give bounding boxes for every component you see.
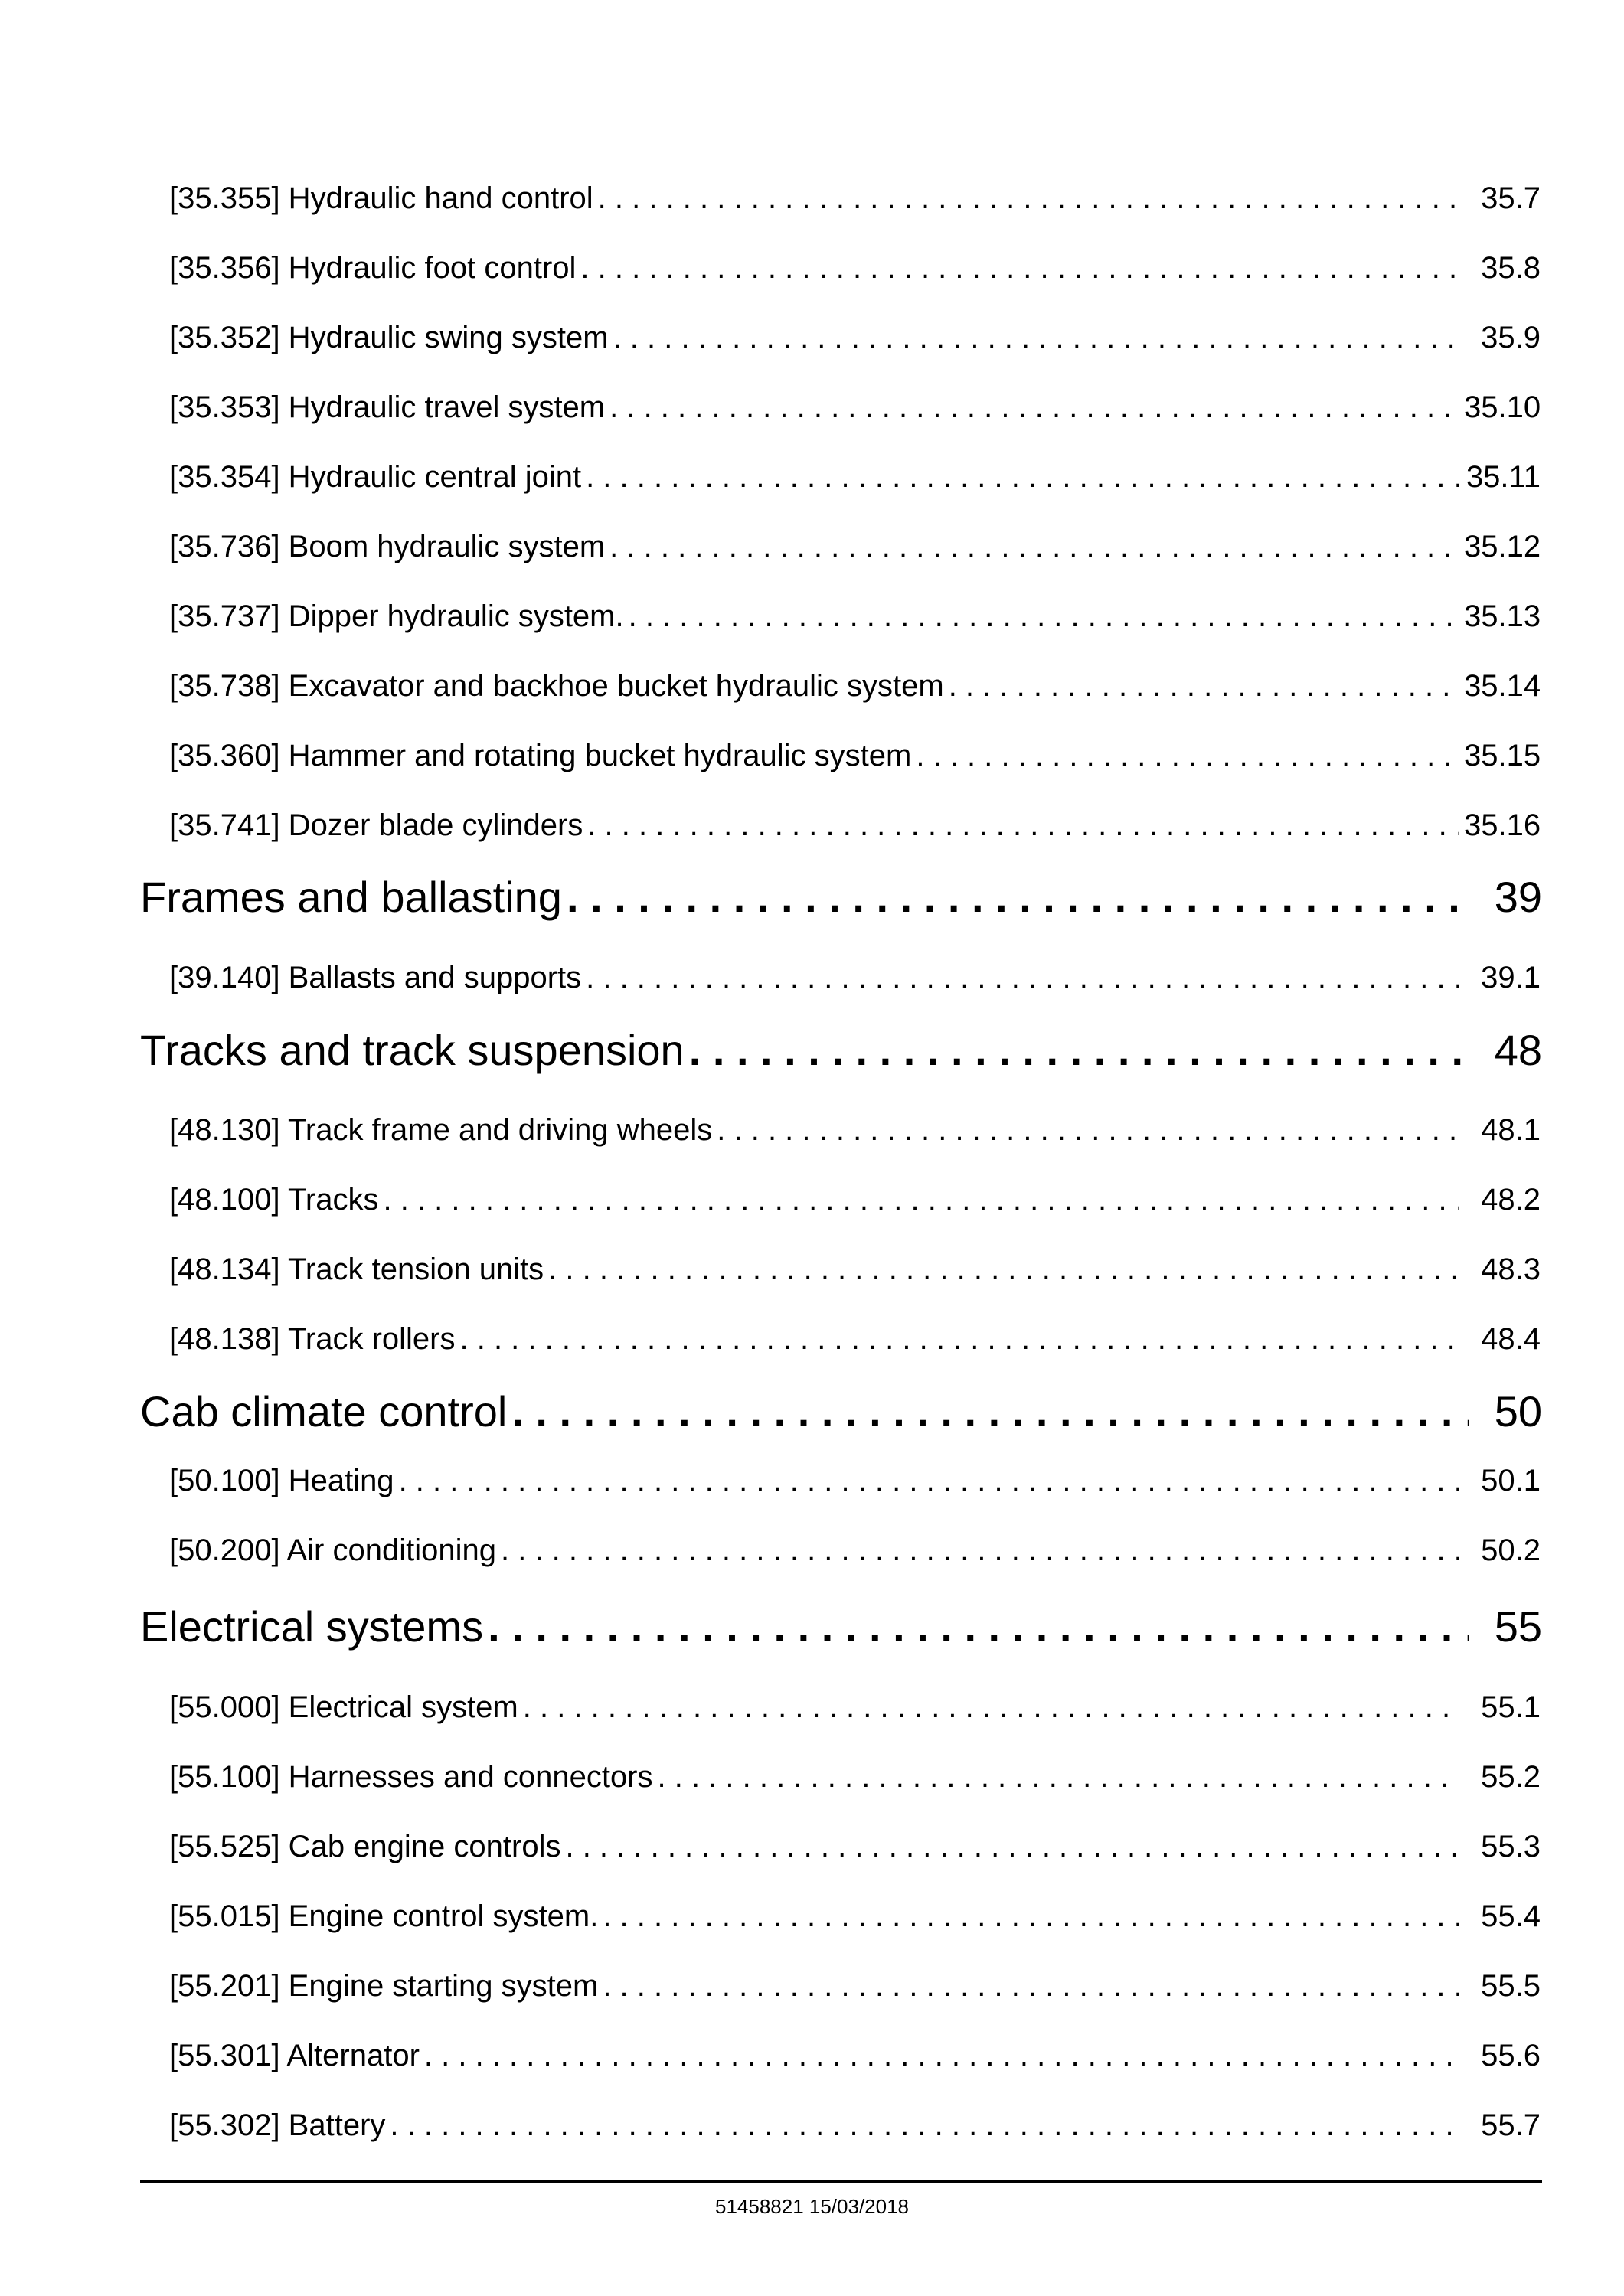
toc-entry-page: 35.8 (1481, 251, 1541, 285)
toc-entry-title: [35.354] Hydraulic central joint (169, 460, 582, 494)
toc-entry[interactable] (169, 1177, 1541, 1223)
toc-entry[interactable] (169, 2102, 1541, 2148)
toc-section[interactable] (140, 1020, 1542, 1081)
toc-entry-title: [55.201] Engine starting system (169, 1969, 599, 2003)
toc-section-title: Cab climate control (140, 1387, 508, 1435)
toc-entry-page: 55.5 (1481, 1969, 1541, 2003)
toc-entry-title: [39.140] Ballasts and supports (169, 961, 582, 994)
toc-entry[interactable] (169, 1316, 1541, 1362)
toc-entry[interactable] (169, 175, 1541, 221)
dot-leader (658, 1754, 1459, 1800)
toc-entry-page: 48.1 (1481, 1113, 1541, 1147)
toc-entry-page: 55.4 (1481, 1899, 1541, 1933)
toc-entry[interactable] (169, 663, 1541, 709)
toc-entry-title: [55.100] Harnesses and connectors (169, 1760, 653, 1794)
toc-entry-page: 55.3 (1481, 1830, 1541, 1863)
toc-entry-page: 50.2 (1481, 1533, 1541, 1567)
toc-section-title: Tracks and track suspension (140, 1026, 685, 1074)
toc-entry-title: [48.130] Track frame and driving wheels (169, 1113, 713, 1147)
toc-entry-title: [35.737] Dipper hydraulic system. (169, 599, 624, 633)
toc-entry[interactable] (169, 1824, 1541, 1870)
toc-entry-title: [55.525] Cab engine controls (169, 1830, 561, 1863)
toc-entry[interactable] (169, 1963, 1541, 2009)
dot-leader (399, 1458, 1459, 1504)
toc-entry-title: [50.100] Heating (169, 1464, 394, 1497)
toc-entry[interactable] (169, 1527, 1541, 1573)
toc-entry[interactable] (169, 733, 1541, 779)
dot-leader (565, 1824, 1459, 1870)
toc-entry-title: [35.360] Hammer and rotating bucket hydraulic system (169, 739, 912, 772)
dot-leader (586, 454, 1459, 500)
dot-leader (501, 1527, 1459, 1573)
toc-entry-page: 39.1 (1481, 961, 1541, 994)
dot-leader (609, 524, 1459, 570)
dot-leader (949, 663, 1459, 709)
toc-entry[interactable] (169, 1893, 1541, 1939)
toc-entry-page: 50.1 (1481, 1464, 1541, 1497)
toc-entry[interactable] (169, 1246, 1541, 1292)
toc-entry-title: [35.355] Hydraulic hand control (169, 181, 593, 215)
toc-entry[interactable] (169, 955, 1541, 1001)
toc-entry-page: 35.7 (1481, 181, 1541, 215)
toc-entry-page: 48.4 (1481, 1322, 1541, 1356)
toc-section[interactable] (140, 1596, 1542, 1657)
toc-entry-page: 55.1 (1481, 1690, 1541, 1724)
toc-entry[interactable] (169, 1458, 1541, 1504)
dot-leader (587, 802, 1459, 848)
toc-entry[interactable] (169, 245, 1541, 291)
toc-entry[interactable] (169, 384, 1541, 430)
toc-entry[interactable] (169, 454, 1541, 500)
toc-entry-page: 55.6 (1481, 2039, 1541, 2072)
dot-leader (460, 1316, 1460, 1362)
toc-entry[interactable] (169, 524, 1541, 570)
toc-entry-page: 35.12 (1464, 530, 1541, 563)
toc-entry-page: 48.2 (1481, 1183, 1541, 1217)
toc-entry-page: 35.11 (1466, 460, 1541, 494)
dot-leader (567, 867, 1469, 928)
toc-entry-title: [50.200] Air conditioning (169, 1533, 496, 1567)
dot-leader (717, 1107, 1459, 1153)
toc-entry-title: [55.301] Alternator (169, 2039, 420, 2072)
toc-entry-title: [35.738] Excavator and backhoe bucket hydraulic system (169, 669, 944, 703)
toc-entry[interactable] (169, 802, 1541, 848)
toc-entry-title: [48.100] Tracks (169, 1183, 379, 1217)
toc-entry-page: 48.3 (1481, 1253, 1541, 1286)
dot-leader (613, 315, 1459, 361)
toc-entry[interactable] (169, 315, 1541, 361)
toc-entry-title: [48.138] Track rollers (169, 1322, 456, 1356)
toc-entry-title: [55.015] Engine control system. (169, 1899, 599, 1933)
toc-entry[interactable] (169, 2033, 1541, 2079)
toc-section-title: Frames and ballasting (140, 873, 562, 921)
toc-entry[interactable] (169, 593, 1541, 639)
toc-entry[interactable] (169, 1107, 1541, 1153)
dot-leader (511, 1381, 1469, 1442)
toc-entry-page: 35.10 (1464, 390, 1541, 424)
dot-leader (603, 1963, 1459, 2009)
toc-entry-page: 55.7 (1481, 2108, 1541, 2142)
toc-entry-title: [55.302] Battery (169, 2108, 386, 2142)
toc-entry[interactable] (169, 1684, 1541, 1730)
toc-entry-page: 35.9 (1481, 321, 1541, 354)
toc-entry[interactable] (169, 1754, 1541, 1800)
toc-entry-title: [35.356] Hydraulic foot control (169, 251, 577, 285)
dot-leader (523, 1684, 1459, 1730)
toc-section[interactable] (140, 867, 1542, 928)
dot-leader (603, 1893, 1459, 1939)
dot-leader (689, 1020, 1469, 1081)
toc-entry-page: 35.16 (1464, 808, 1541, 842)
toc-entry-page: 55.2 (1481, 1760, 1541, 1794)
toc-entry-page: 35.13 (1464, 599, 1541, 633)
footer-doc-id-date: 51458821 15/03/2018 (714, 2195, 910, 2218)
toc-section-page: 48 (1494, 1026, 1542, 1074)
footer-rule (140, 2180, 1542, 2183)
toc-section-page: 55 (1494, 1602, 1542, 1651)
dot-leader (580, 245, 1459, 291)
dot-leader (586, 955, 1459, 1001)
dot-leader (609, 384, 1459, 430)
toc-entry-title: [35.352] Hydraulic swing system (169, 321, 609, 354)
toc-entry-title: [35.353] Hydraulic travel system (169, 390, 606, 424)
toc-entry-title: [48.134] Track tension units (169, 1253, 544, 1286)
dot-leader (598, 175, 1459, 221)
dot-leader (629, 593, 1459, 639)
dot-leader (488, 1596, 1469, 1657)
toc-section[interactable] (140, 1381, 1542, 1442)
toc-entry-title: [55.000] Electrical system (169, 1690, 518, 1724)
toc-section-page: 50 (1494, 1387, 1542, 1435)
toc-entry-title: [35.741] Dozer blade cylinders (169, 808, 583, 842)
toc-entry-title: [35.736] Boom hydraulic system (169, 530, 606, 563)
toc-entry-page: 35.15 (1464, 739, 1541, 772)
toc-section-title: Electrical systems (140, 1602, 484, 1651)
dot-leader (390, 2102, 1459, 2148)
dot-leader (383, 1177, 1459, 1223)
dot-leader (916, 733, 1459, 779)
dot-leader (548, 1246, 1459, 1292)
toc-entry-page: 35.14 (1464, 669, 1541, 703)
toc-section-page: 39 (1494, 873, 1542, 921)
dot-leader (424, 2033, 1459, 2079)
